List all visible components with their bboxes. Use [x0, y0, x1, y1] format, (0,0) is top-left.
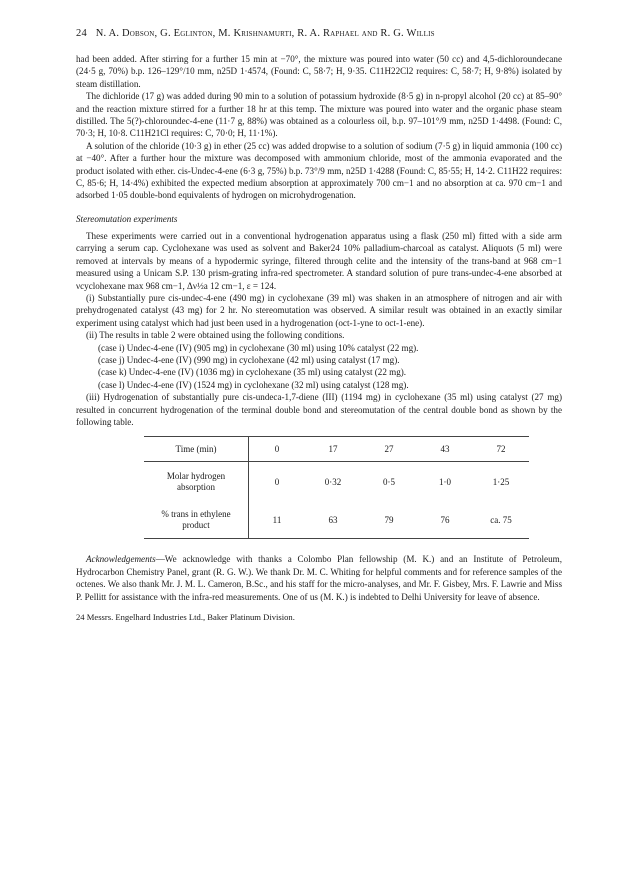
- table-row-label: Time (min): [144, 437, 249, 462]
- table-label-line: absorption: [177, 482, 215, 493]
- case-l: (case l) Undec-4-ene (IV) (1524 mg) in cyclohexane (32 ml) using catalyst (128 mg).: [98, 379, 409, 390]
- table-cell: 72: [496, 444, 506, 455]
- author-line: N. A. Dobson, G. Eglinton, M. Krishnamurti, R. A. Raphael and R. G. Willis: [95, 28, 435, 39]
- page-number: 24: [76, 28, 87, 39]
- table-cell: 27: [384, 444, 394, 455]
- table-cell: 0: [274, 444, 280, 455]
- acknowledgements-lead: Acknowledgements: [86, 554, 156, 565]
- table-cell: 17: [328, 444, 338, 455]
- table-cell: 1·0: [439, 477, 451, 488]
- table-label-line: product: [182, 520, 210, 531]
- table-cell: 79: [384, 515, 394, 526]
- table-cell: 76: [440, 515, 450, 526]
- table-row: [144, 462, 529, 503]
- paragraph-dichloroundecane: had been added. After stirring for a further 15 min at −70°, the mixture was poured into water (50 cc) and 4,5-dichloroundecane (24·5 g, 70%) b.p. 126–129°/10 mm, n25D 1·4574, (Found: C, 58·7; H, 9·35. C11H22Cl2 requires: C, 58·7; H, 9·8%) isolated by steam distillation.: [76, 54, 562, 89]
- table-cell: 0·5: [383, 477, 395, 488]
- table-label-line: % trans in ethylene: [161, 509, 231, 520]
- table-label-line: Molar hydrogen: [166, 471, 226, 482]
- acknowledgements-text: —We acknowledge with thanks a Colombo Plan fellowship (M. K.) and an Institute of Petroleum, Hydrocarbon Chemistry Panel, grant (R. G. W.). We thank Dr. M. C. Whiting for helpful comments and for reference samples of the octenes. We also thank Mr. J. M. L. Cameron, B.Sc., and his staff for the micro-analyses, and Mr. F. Gisbey, Mrs. F. Lawrie and Miss P. Pellitt for assistance with the infra-red measurements. One of us (M. K.) is indebted to Delhi University for leave of absence.: [76, 554, 562, 602]
- table-cell: 63: [328, 515, 338, 526]
- table-row-label: [144, 462, 249, 503]
- case-k: (case k) Undec-4-ene (IV) (1036 mg) in cyclohexane (35 ml) using catalyst (22 mg).: [98, 367, 407, 378]
- paragraph-hydrogenation-setup: These experiments were carried out in a conventional hydrogenation apparatus using a flask (250 ml) fitted with a side arm carrying a serum cap. Cyclohexane was used as solvent and Baker24 10% palladium-charcoal as catalyst. Aliquots (5 ml) were removed at intervals by means of a hypodermic syringe, filtered through celite and the intensity of the trans-band at 968 cm−1 measured using a Unicam S.P. 130 prism-grating infra-red spectrometer. A standard solution of pure trans-undec-4-ene absorbed at νcyclohexane max 968 cm−1, Δν½a 12 cm−1, ε = 124.: [76, 230, 562, 291]
- table-cell: ca. 75: [490, 515, 512, 526]
- paragraph-experiment-iii: (iii) Hydrogenation of substantially pure cis-undeca-1,7-diene (III) (1194 mg) in cyclohexane (35 ml) using catalyst (27 mg) resulted in concurrent hydrogenation of the terminal double bond and stereomutation of the central double bond as shown by the following table.: [76, 392, 562, 427]
- table-cell: 0·32: [324, 477, 342, 488]
- paragraph-cis-undecene: A solution of the chloride (10·3 g) in ether (25 cc) was added dropwise to a solution of sodium (7·5 g) in liquid ammonia (100 cc) at −40°. After a further hour the mixture was decomposed with ammonium chloride, most of the ammonia evaporated and the product isolated with ether. cis-Undec-4-ene (6·3 g, 75%) b.p. 73°/9 mm, n25D 1·4288 (Found: C, 85·55; H, 14·2. C11H22 requires: C, 85·6; H, 14·4%) exhibited the expected medium absorption at approximately 700 cm−1 and no absorption at ca. 970 cm−1 and adsorbed 1·05 double-bond equivalents of hydrogen on microhydrogenation.: [76, 140, 562, 201]
- acknowledgements: [76, 553, 562, 603]
- table-cell: 11: [272, 515, 282, 526]
- journal-page: [76, 28, 562, 623]
- table-row-label: [144, 502, 249, 539]
- case-i: (case i) Undec-4-ene (IV) (905 mg) in cyclohexane (30 ml) using 10% catalyst (22 mg).: [98, 342, 419, 353]
- paragraph-chloroundecene: The dichloride (17 g) was added during 90 min to a solution of potassium hydroxide (8·5 g) in n-propyl alcohol (20 cc) at 85–90° and the reaction mixture stirred for a further 18 hr at this temp. The mixture was poured into water and the organic phase steam distilled. The 5(?)-chloroundec-4-ene (11·7 g, 88%) was obtained as a colourless oil, b.p. 97–101°/9 mm, n25D 1·4498. (Found: C, 70·3; H, 10·8. C11H21Cl requires: C, 70·0; H, 11·1%).: [76, 91, 562, 139]
- paragraph-experiment-i: (i) Substantially pure cis-undec-4-ene (490 mg) in cyclohexane (39 ml) was shaken in an atmosphere of nitrogen and air with prehydrogenated catalyst (43 mg) for 2 hr. No stereomutation was observed. A similar result was obtained in an exactly similar experiment using catalyst which had just been used in a hydrogenation (oct-1-yne to oct-1-ene).: [76, 292, 562, 328]
- case-j: (case j) Undec-4-ene (IV) (990 mg) in cyclohexane (42 ml) using catalyst (17 mg).: [98, 354, 400, 365]
- results-table: [144, 436, 529, 539]
- running-header: [76, 28, 562, 39]
- table-cell: 1·25: [492, 477, 510, 488]
- table-cell: 0: [274, 477, 280, 488]
- table-row: [144, 502, 529, 539]
- footnote: 24 Messrs. Engelhard Industries Ltd., Baker Platinum Division.: [76, 612, 295, 622]
- table-cell: 43: [440, 444, 450, 455]
- table-row: [144, 437, 529, 462]
- section-title: Stereomutation experiments: [76, 213, 178, 224]
- paragraph-experiment-ii: (ii) The results in table 2 were obtained using the following conditions.: [86, 330, 345, 341]
